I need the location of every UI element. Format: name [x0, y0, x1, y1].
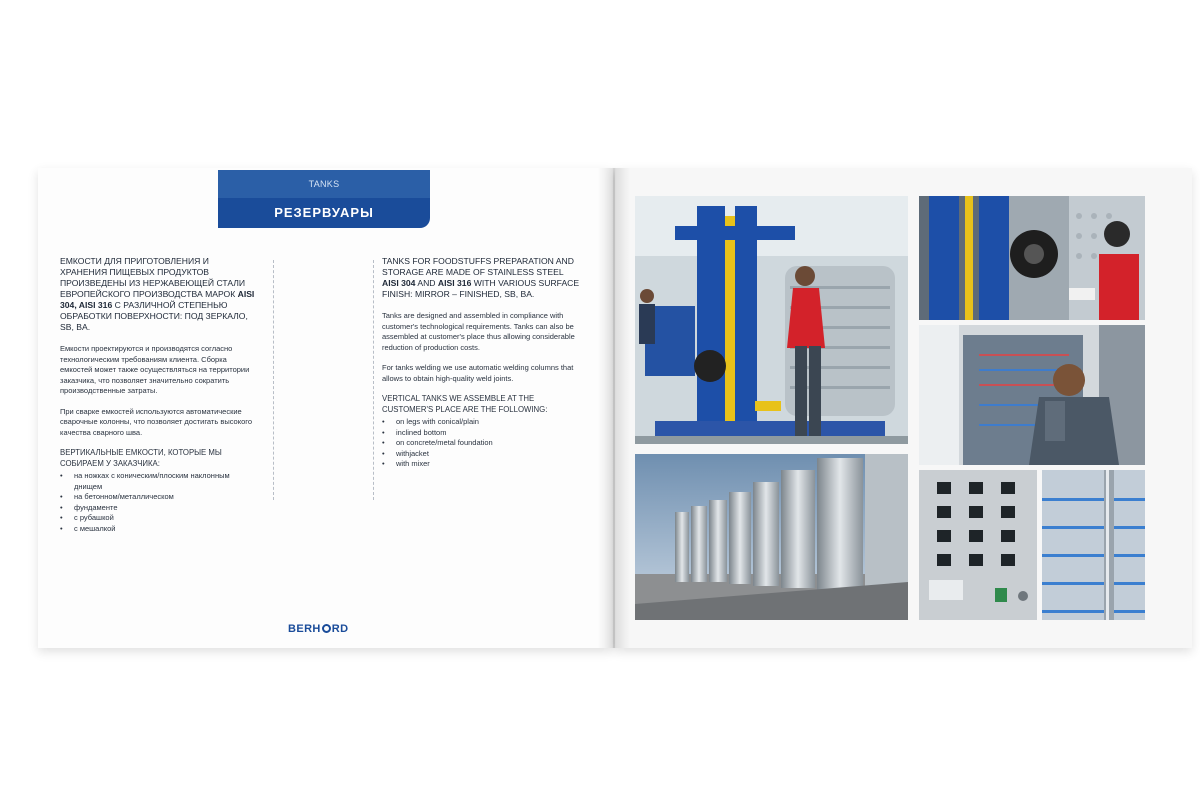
english-list — [382, 417, 582, 470]
list-item: • фундаменте — [60, 503, 256, 514]
russian-paragraph-welding: При сварке емкостей используются автоматические сварочные колонны, что позволяет достигать высокого качества сварного шва. — [60, 406, 253, 437]
logo-ring-icon — [322, 624, 331, 633]
logo-text-end: RD — [331, 623, 349, 635]
outdoor-tanks-photo — [635, 454, 908, 620]
english-lead-finish: WITH VARIOUS SURFACE FINISH: MIRROR – FINISHED, SB, BA. — [382, 278, 580, 299]
control-panel-photo — [919, 470, 1037, 620]
tank-wall-photo — [1042, 470, 1145, 620]
russian-list-heading: ВЕРТИКАЛЬНЫЕ ЕМКОСТИ, КОТОРЫЕ МЫ СОБИРАЕМ У ЗАКАЗЧИКА: — [60, 448, 222, 468]
column-divider-left — [273, 260, 274, 500]
english-list-heading: VERTICAL TANKS WE ASSEMBLE AT THE CUSTOMER'S PLACE ARE THE FOLLOWING: — [382, 394, 548, 414]
russian-lead-text: ЕМКОСТИ ДЛЯ ПРИГОТОВЛЕНИЯ И ХРАНЕНИЯ ПИЩЕВЫХ ПРОДУКТОВ ПРОИЗВЕДЕНЫ ИЗ НЕРЖАВЕЮЩЕЙ СТАЛИ ЕВРОПЕЙСКОГО ПРОИЗВОДСТВА МАРОК — [60, 256, 246, 299]
english-lead-and: AND — [415, 278, 438, 288]
list-item: • with mixer — [382, 459, 582, 470]
electrician-panel-image — [919, 325, 1145, 465]
list-item: • с мешалкой — [60, 524, 256, 535]
section-title: РЕЗЕРВУАРЫ — [218, 198, 430, 228]
right-page — [615, 168, 1192, 648]
welder-closeup-photo — [919, 196, 1145, 320]
list-item: • withjacket — [382, 449, 582, 460]
russian-lead-steel: AISI 304, AISI 316 — [60, 289, 255, 310]
brochure-spread — [38, 168, 1192, 648]
russian-paragraph-design: Емкости проектируются и производятся согласно технологическим требованиям клиента. Сборка емкостей может также осуществляться на территории заказчика, что позволяет значительно сократить производственные затраты. — [60, 344, 250, 395]
russian-lead — [60, 256, 256, 333]
list-item: • on legs with conical/plain — [382, 417, 582, 428]
english-lead-steel-2: AISI 316 — [437, 278, 472, 288]
english-paragraph-welding: For tanks welding we use automatic welding columns that allows to obtain high-quality weld joints. — [382, 363, 574, 383]
section-header — [218, 170, 430, 228]
list-item: • на ножках с коническим/плоским наклонным днищем — [60, 471, 256, 492]
list-item: • с рубашкой — [60, 513, 256, 524]
list-item: • inclined bottom — [382, 428, 582, 439]
book-gutter — [598, 168, 630, 648]
welder-closeup-image — [919, 196, 1145, 320]
tank-wall-image — [1042, 470, 1145, 620]
english-lead — [382, 256, 582, 300]
welding-column-photo — [635, 196, 908, 444]
column-divider-right — [373, 260, 374, 500]
logo-text-start: BERH — [288, 623, 321, 635]
welding-column-image — [635, 196, 908, 444]
english-column — [382, 256, 582, 470]
english-lead-steel-1: AISI 304 — [382, 278, 416, 288]
section-subtitle: TANKS — [218, 170, 430, 198]
electrician-panel-photo — [919, 325, 1145, 465]
russian-lead-finish: С РАЗЛИЧНОЙ СТЕПЕНЬЮ ОБРАБОТКИ ПОВЕРХНОСТИ: ПОД ЗЕРКАЛО, SB, BA. — [60, 300, 248, 332]
list-item: • на бетонном/металлическом — [60, 492, 256, 503]
left-page — [38, 168, 613, 648]
outdoor-tanks-image — [635, 454, 908, 620]
russian-list — [60, 471, 256, 534]
english-paragraph-design: Tanks are designed and assembled in compliance with customer's technological requirements. Tanks can also be assembled at customer's place thus allowing considerable reduction of production costs. — [382, 311, 575, 352]
berhord-logo — [288, 623, 348, 635]
list-item: • on concrete/metal foundation — [382, 438, 582, 449]
english-lead-text: TANKS FOR FOODSTUFFS PREPARATION AND STORAGE ARE MADE OF STAINLESS STEEL — [382, 256, 574, 277]
control-panel-image — [919, 470, 1037, 620]
russian-column — [60, 256, 256, 534]
